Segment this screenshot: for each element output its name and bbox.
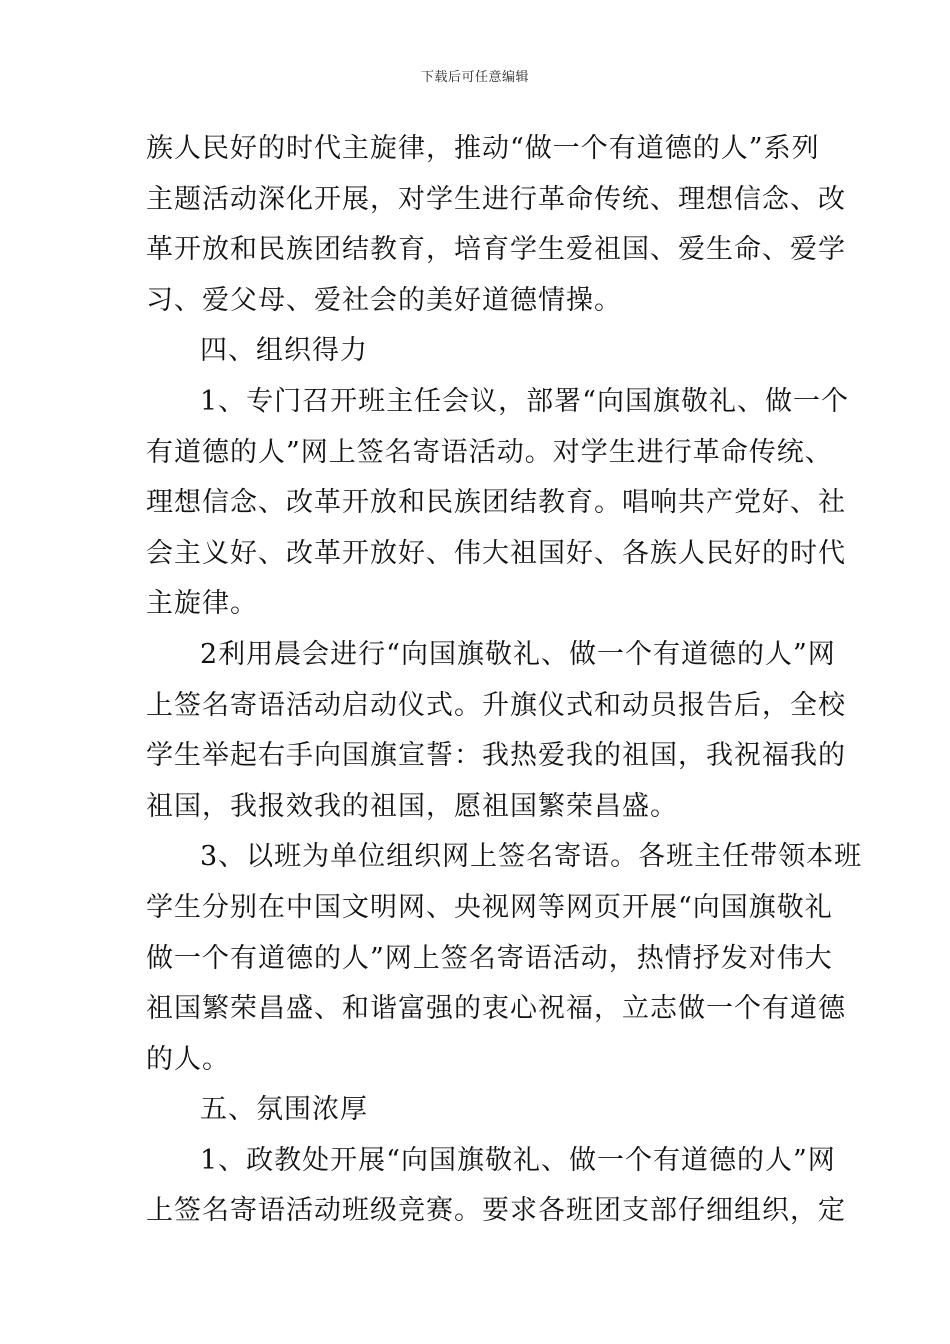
- text-line: 上签名寄语活动启动仪式。升旗仪式和动员报告后，全校: [146, 689, 846, 721]
- text-line: 主题活动深化开展，对学生进行革命传统、理想信念、改: [146, 183, 846, 215]
- text-line: 有道德的人”网上签名寄语活动。对学生进行革命传统、: [146, 436, 833, 468]
- text-line: 的人。: [146, 1043, 230, 1075]
- page-header-note: 下载后可任意编辑: [420, 70, 529, 85]
- text-line: 学生分别在中国文明网、央视网等网页开展“向国旗敬礼: [146, 891, 833, 923]
- text-line: 1、政教处开展“向国旗敬礼、做一个有道德的人”网: [200, 1144, 836, 1176]
- text-line: 上签名寄语活动班级竞赛。要求各班团支部仔细组织，定: [146, 1195, 846, 1227]
- text-line: 做一个有道德的人”网上签名寄语活动，热情抒发对伟大: [146, 942, 833, 974]
- text-line: 理想信念、改革开放和民族团结教育。唱响共产党好、社: [146, 487, 846, 519]
- text-line: 习、爱父母、爱社会的美好道德情操。: [146, 284, 622, 316]
- section-heading: 四、组织得力: [200, 335, 368, 367]
- text-line: 祖国，我报效我的祖国，愿祖国繁荣昌盛。: [146, 790, 678, 822]
- document-body: [146, 124, 863, 1237]
- text-line: 会主义好、改革开放好、伟大祖国好、各族人民好的时代: [146, 537, 846, 569]
- text-line: 2利用晨会进行“向国旗敬礼、做一个有道德的人”网: [200, 638, 836, 670]
- text-line: 1、专门召开班主任会议，部署“向国旗敬礼、做一个: [200, 385, 849, 417]
- text-line: 革开放和民族团结教育，培育学生爱祖国、爱生命、爱学: [146, 234, 846, 266]
- text-line: 族人民好的时代主旋律，推动“做一个有道德的人”系列: [146, 133, 820, 164]
- section-heading: 五、氛围浓厚: [200, 1094, 368, 1126]
- text-line: 主旋律。: [146, 588, 258, 620]
- text-line: 学生举起右手向国旗宣誓：我热爱我的祖国，我祝福我的: [146, 740, 846, 772]
- text-line: 3、以班为单位组织网上签名寄语。各班主任带领本班: [200, 841, 863, 873]
- text-line: 祖国繁荣昌盛、和谐富强的衷心祝福，立志做一个有道德: [146, 993, 846, 1025]
